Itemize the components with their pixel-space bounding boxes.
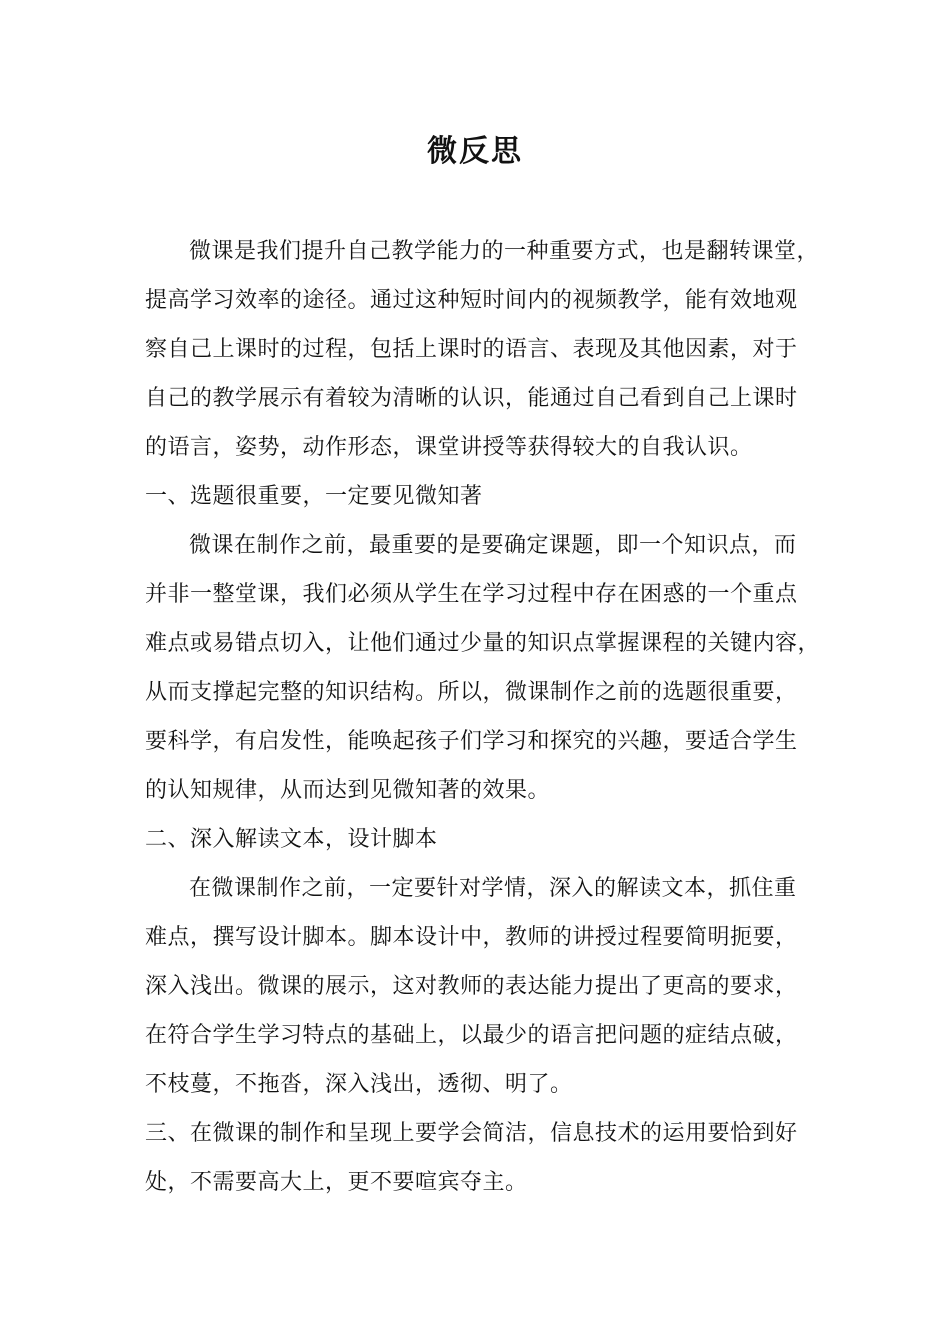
text-line: 察自己上课时的过程，包括上课时的语言、表现及其他因素，对于	[145, 337, 798, 362]
text-line: 在微课制作之前，一定要针对学情，深入的解读文本，抓住重	[189, 876, 797, 901]
text-line: 处，不需要高大上，更不要喧宾夺主。	[145, 1170, 528, 1195]
section-heading-3: 三、在微课的制作和呈现上要学会简洁，信息技术的运用要恰到好	[145, 1121, 798, 1146]
text-line: 的认知规律，从而达到见微知著的效果。	[145, 778, 551, 803]
text-line: 在符合学生学习特点的基础上，以最少的语言把问题的症结点破，	[145, 1023, 798, 1048]
text-line: 的语言，姿势，动作形态，课堂讲授等获得较大的自我认识。	[145, 435, 753, 460]
document-body	[145, 232, 825, 1212]
page-title: 微反思	[427, 134, 523, 169]
text-line: 微课是我们提升自己教学能力的一种重要方式，也是翻转课堂，	[189, 239, 820, 264]
section-heading-2: 二、深入解读文本，设计脚本	[145, 827, 438, 852]
text-line: 提高学习效率的途径。通过这种短时间内的视频教学，能有效地观	[145, 288, 798, 313]
text-line: 从而支撑起完整的知识结构。所以，微课制作之前的选题很重要，	[145, 680, 798, 705]
text-line: 要科学，有启发性，能唤起孩子们学习和探究的兴趣，要适合学生	[145, 729, 798, 754]
text-line: 深入浅出。微课的展示，这对教师的表达能力提出了更高的要求，	[145, 974, 798, 999]
text-line: 并非一整堂课，我们必须从学生在学习过程中存在困惑的一个重点	[145, 582, 798, 607]
text-line: 难点或易错点切入，让他们通过少量的知识点掌握课程的关键内容，	[145, 631, 821, 656]
text-line: 难点，撰写设计脚本。脚本设计中，教师的讲授过程要简明扼要，	[145, 925, 798, 950]
text-line: 微课在制作之前，最重要的是要确定课题，即一个知识点，而	[189, 533, 797, 558]
text-line: 不枝蔓，不拖沓，深入浅出，透彻、明了。	[145, 1072, 573, 1097]
text-line: 自己的教学展示有着较为清晰的认识，能通过自己看到自己上课时	[145, 386, 798, 411]
section-heading-1: 一、选题很重要，一定要见微知著	[145, 484, 483, 509]
